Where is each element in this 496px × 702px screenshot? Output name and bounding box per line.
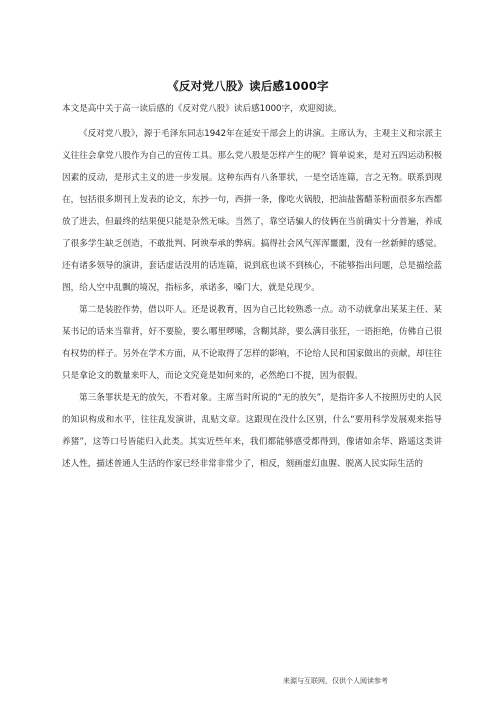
document-intro: 本文是高中关于高一读后感的《反对党八股》读后感1000字，欢迎阅读。 — [62, 104, 342, 114]
paragraph: 第三条罪状是无的放矢，不看对象。主席当时所说的“无的放矢”，是指许多人不按照历史的人民的知识构成和水平，往往乱发演讲，乱贴文章。这跟现在没什么区别，什么“要用科学发展观来指导养猪”，这等口号皆能归入此类。其实近些年来，我们都能够感受都得到，像诸如余华、路遥这类讲述人性，描述普通人生活的作家已经非常非常少了，相反，刻画虚幻血腥、脱离人民实际生活的 — [62, 393, 442, 469]
document-title: 《反对党八股》读后感1000字 — [167, 79, 329, 93]
paragraph: 《反对党八股》，源于毛泽东同志1942年在延安干部会上的讲演。主席认为，主观主义和宗派主义往往会拿党八股作为自己的宣传工具。那么党八股是怎样产生的呢？简单说来，是对五四运动积极因素的反动，是形式主义的进一步发展。这种东西有八条罪状，一是空话连篇，言之无物。联系到现在，包括很多期刊上发表的论文，东抄一句，西拼一条，像吃火锅般，把油盐酱醋茶粉面很多东西都放了进去，但最终的结果便只能是杂然无味。当然了，靠空话骗人的伎俩在当前确实十分普遍，养成了很多学生缺乏创造，不敢批判、阿谀奉承的弊病。搞得社会风气浑浑噩噩，没有一丝新鲜的感觉。还有诸多领导的演讲，套话虚话没用的话连篇，说到底也谈不到核心，不能够指出问题，总是描绘蓝图，给人空中乱飘的境况，指标多，承诺多，嗓门大，就是兑现少。 — [62, 129, 442, 293]
document-body — [62, 123, 442, 475]
paragraph: 第二是装腔作势，借以吓人。还是说教育，因为自己比较熟悉一点。动不动就拿出某某主任、某某书记的话来当靠背，好不要脸，要么哪里啰嗦，含糊其辞，要么满目张狂，一语拒绝，仿佛自己很有权势的样子。另外在学术方面，从不论取得了怎样的影响，不论给人民和国家做出的贡献，却往往只是拿论文的数量来吓人，而论文究竟是如何来的，必然绝口不提，因为很假。 — [62, 305, 442, 381]
source-footnote: 来源与互联网，仅供个人阅读参考 — [283, 677, 388, 685]
